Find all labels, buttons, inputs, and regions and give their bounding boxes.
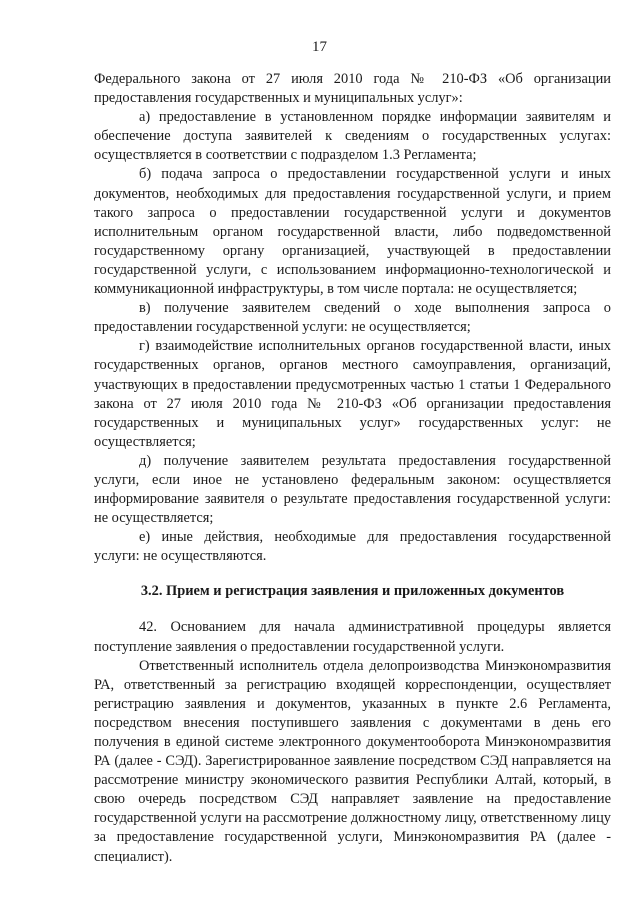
paragraph-42: 42. Основанием для начала административной процедуры является поступление заявления о предоставлении государственной услуги. (94, 619, 611, 655)
page-number: 17 (312, 39, 327, 55)
paragraph-law-reference: Федерального закона от 27 июля 2010 года № 210-ФЗ «Об организации предоставления государственных и муниципальных услуг»: (94, 71, 611, 107)
section-heading: 3.2. Прием и регистрация заявления и приложенных документов (140, 583, 565, 600)
paragraph-item-d: д) получение заявителем результата предоставления государственной услуги, если иное не установлено федеральным законом: осуществляется информирование заявителя о результате предоставления государственной услуги: не осуществляется; (94, 452, 611, 527)
paragraph-item-b: б) подача запроса о предоставлении государственной услуги и иных документов, необходимых для предоставления государственной услуги, и прием такого запроса о предоставлении государственной услуги и документов исполнительным органом государственной власти, либо подведомственной государственному органу организацией, участвующей в предоставлении государственной услуги, с использованием информационно-технологической и коммуникационной инфраструктуры, в том числе портала: не осуществляется; (94, 166, 611, 298)
page-content (94, 70, 611, 867)
paragraph-item-a: а) предоставление в установленном порядке информации заявителям и обеспечение доступа заявителей к сведениям о государственных услугах: осуществляется в соответствии с подразделом 1.3 Регламента; (94, 109, 611, 164)
paragraph-registration: Ответственный исполнитель отдела делопроизводства Минэкономразвития РА, ответственный за регистрацию входящей корреспонденции, осуществляет регистрацию заявления и документов, указанных в пункте 2.6 Регламента, посредством внесения поступившего заявления с документами в день его получения в единой системе электронного документооборота Минэкономразвития РА (далее - СЭД). Зарегистрированное заявление посредством СЭД направляется на рассмотрение министру экономического развития Республики Алтай, который, в свою очередь посредством СЭД направляет заявление на предоставление государственной услуги на рассмотрение должностному лицу, ответственному лицу за предоставление государственной услуги, Минэкономразвития РА (далее - специалист). (94, 657, 611, 865)
paragraph-item-v: в) получение заявителем сведений о ходе выполнения запроса о предоставлении государственной услуги: не осуществляется; (94, 300, 611, 336)
paragraph-item-e: е) иные действия, необходимые для предоставления государственной услуги: не осуществляются. (94, 529, 611, 565)
paragraph-item-g: г) взаимодействие исполнительных органов государственной власти, иных государственных органов, органов местного самоуправления, организаций, участвующих в предоставлении предусмотренных частью 1 статьи 1 Федерального закона от 27 июля 2010 года № 210-ФЗ «Об организации предоставления государственных и муниципальных услуг» государственных услуг: не осуществляется; (94, 338, 611, 450)
